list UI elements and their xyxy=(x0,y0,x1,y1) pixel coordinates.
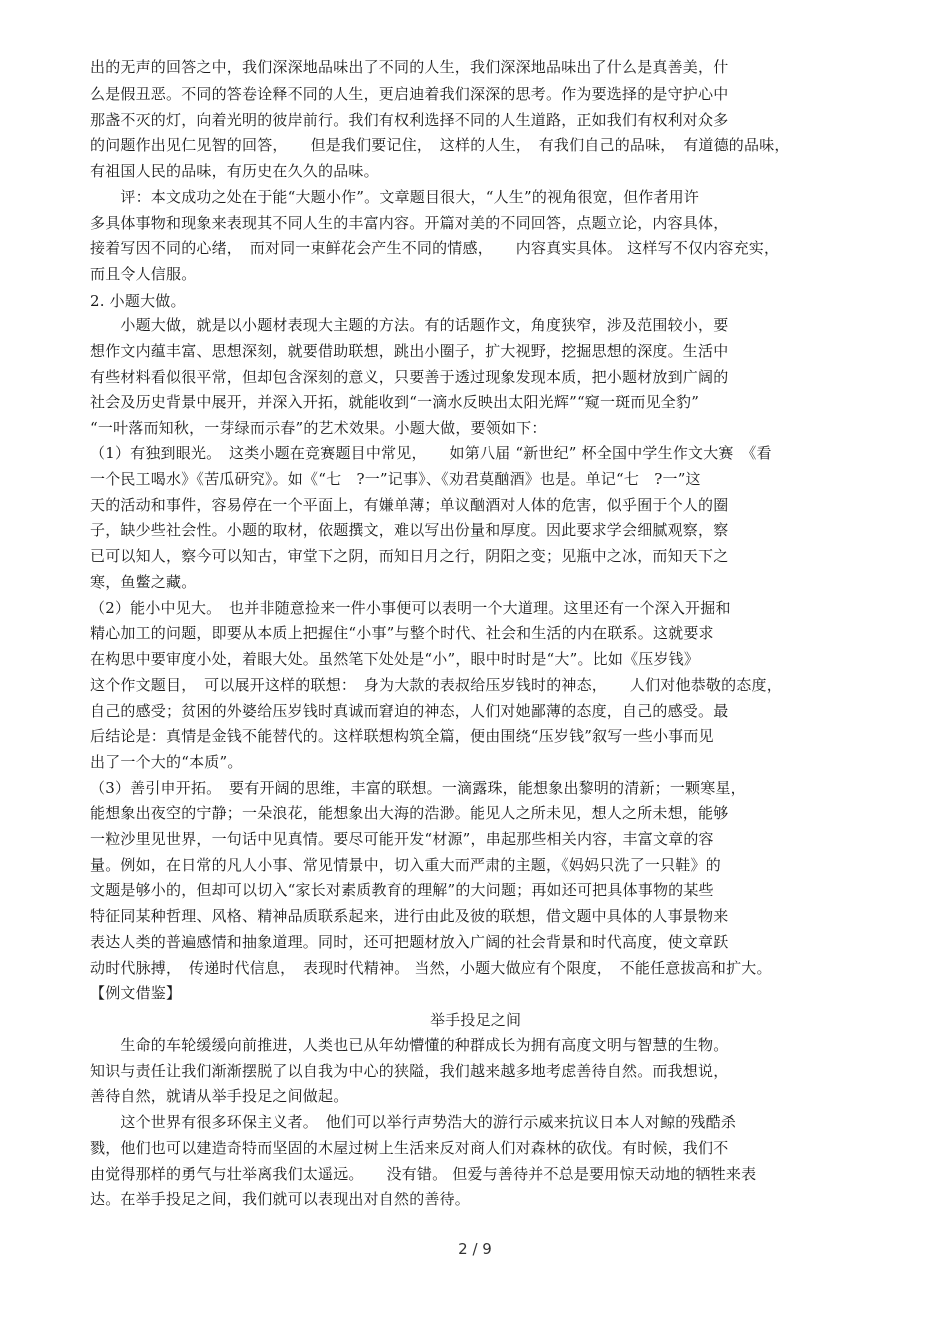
text-line: 由觉得那样的勇气与壮举离我们太遥远。 没有错。 但爱与善待并不总是要用惊天动地的牺牲来表 xyxy=(90,1165,757,1183)
text-line: 有些材料看似很平常，但却包含深刻的意义，只要善于透过现象发现本质，把小题材放到广阔的 xyxy=(90,368,729,386)
text-line: 有祖国人民的品味，有历史在久久的品味。 xyxy=(90,162,379,180)
text-line: 寒，鱼鳖之藏。 xyxy=(90,573,197,591)
text-line: 小题大做，就是以小题材表现大主题的方法。有的话题作文，角度狭窄，涉及范围较小，要 xyxy=(90,316,729,334)
section-heading: 2. 小题大做。 xyxy=(90,292,186,310)
text-line: 这个世界有很多环保主义者。 他们可以举行声势浩大的游行示威来抗议日本人对鲸的残酷杀 xyxy=(90,1113,737,1131)
text-line: “一叶落而知秋，一芽绿而示春”的艺术效果。小题大做，要领如下： xyxy=(90,419,547,437)
text-line: 一粒沙里见世界，一句话中见真情。要尽可能开发“材源”，串起那些相关内容，丰富文章的容 xyxy=(90,830,714,848)
text-line: 量。例如，在日常的凡人小事、常见情景中，切入重大而严肃的主题，《妈妈只洗了一只鞋》的 xyxy=(90,856,721,874)
text-line: 特征同某种哲理、风格、精神品质联系起来，进行由此及彼的联想，借文题中具体的人事景物来 xyxy=(90,907,729,925)
text-line: 多具体事物和现象来表现其不同人生的丰富内容。开篇对美的不同回答，点题立论，内容具体， xyxy=(90,214,729,232)
text-line: 想作文内蕴丰富、思想深刻，就要借助联想，跳出小圈子，扩大视野，挖掘思想的深度。生活中 xyxy=(90,342,729,360)
text-line: 出的无声的回答之中，我们深深地品味出了不同的人生，我们深深地品味出了什么是真善美，什 xyxy=(90,58,729,76)
text-line: 戮，他们也可以建造奇特而坚固的木屋过树上生活来反对商人们对森林的砍伐。有时候，我们不 xyxy=(90,1139,729,1157)
page-number: 2 / 9 xyxy=(458,1240,492,1258)
text-line: 社会及历史背景中展开，并深入开拓，就能收到“一滴水反映出太阳光辉”“窥一斑而见全豹” xyxy=(90,393,700,411)
text-line: 出了一个大的“本质”。 xyxy=(90,753,243,771)
text-line: 能想象出夜空的宁静；一朵浪花，能想象出大海的浩渺。能见人之所未见，想人之所未想，能够 xyxy=(90,804,729,822)
text-line: 而且令人信服。 xyxy=(90,265,197,283)
text-line: 文题是够小的，但却可以切入“家长对素质教育的理解”的大问题；再如还可把具体事物的某些 xyxy=(90,881,714,899)
text-line: 的问题作出见仁见智的回答， 但是我们要记住， 这样的人生， 有我们自己的品味， 有道德的品味， xyxy=(90,136,790,154)
text-line: 表达人类的普遍感情和抽象道理。同时，还可把题材放入广阔的社会背景和时代高度，使文章跃 xyxy=(90,933,729,951)
text-line: 子，缺少些社会性。小题的取材，依题撰文，难以写出份量和厚度。因此要求学会细腻观察，察 xyxy=(90,521,729,539)
text-line: 动时代脉搏， 传递时代信息， 表现时代精神。 当然，小题大做应有个限度， 不能任意拔高和扩大。 xyxy=(90,959,772,977)
text-line: （2）能小中见大。 也并非随意捡来一件小事便可以表明一个大道理。这里还有一个深入开掘和 xyxy=(90,599,731,617)
text-line: 么是假丑恶。不同的答卷诠释不同的人生，更启迪着我们深深的思考。作为要选择的是守护心中 xyxy=(90,85,729,103)
text-line: 已可以知人，察今可以知古，审堂下之阴，而知日月之行，阴阳之变；见瓶中之冰，而知天下之 xyxy=(90,547,729,565)
text-line: 评：本文成功之处在于能“大题小作”。文章题目很大，“人生”的视角很宽，但作者用许 xyxy=(90,188,700,206)
text-line: （1）有独到眼光。 这类小题在竞赛题目中常见， 如第八届 “新世纪” 杯全国中学生作文大赛 《看 xyxy=(90,444,772,462)
text-line: （3）善引申开拓。 要有开阔的思维，丰富的联想。一滴露珠，能想象出黎明的清新；一颗寒星， xyxy=(90,779,746,797)
example-heading: 【例文借鉴】 xyxy=(90,984,182,1002)
text-line: 精心加工的问题，即要从本质上把握住“小事”与整个时代、社会和生活的内在联系。这就要求 xyxy=(90,624,714,642)
text-line: 后结论是：真情是金钱不能替代的。这样联想构筑全篇，便由围绕“压岁钱”叙写一些小事而见 xyxy=(90,727,714,745)
text-line: 这个作文题目， 可以展开这样的联想： 身为大款的表叔给压岁钱时的神态， 人们对他恭敬的态度， xyxy=(90,676,782,694)
text-line: 善待自然，就请从举手投足之间做起。 xyxy=(90,1087,349,1105)
text-line: 达。在举手投足之间，我们就可以表现出对自然的善待。 xyxy=(90,1190,471,1208)
text-line: 在构思中要审度小处，着眼大处。虽然笔下处处是“小”，眼中时时是“大”。比如《压岁钱》 xyxy=(90,650,700,668)
essay-title: 举手投足之间 xyxy=(430,1011,522,1029)
text-line: 知识与责任让我们渐渐摆脱了以自我为中心的狭隘，我们越来越多地考虑善待自然。而我想说， xyxy=(90,1062,729,1080)
text-line: 一个民工喝水》《苦瓜研究》。如《“七 ?一”记事》、《劝君莫酗酒》也是。单记“七 ?一”这 xyxy=(90,470,701,488)
text-line: 接着写因不同的心绪， 而对同一束鲜花会产生不同的情感， 内容真实具体。 这样写不仅内容充实， xyxy=(90,239,780,257)
text-line: 那盏不灭的灯，向着光明的彼岸前行。我们有权利选择不同的人生道路，正如我们有权利对众多 xyxy=(90,111,729,129)
text-line: 天的活动和事件，容易停在一个平面上，有嫌单薄；单议酗酒对人体的危害，似乎囿于个人的圈 xyxy=(90,496,729,514)
text-line: 自己的感受；贫困的外婆给压岁钱时真诚而窘迫的神态，人们对她鄙薄的态度，自己的感受。最 xyxy=(90,702,729,720)
text-line: 生命的车轮缓缓向前推进，人类也已从年幼懵懂的种群成长为拥有高度文明与智慧的生物。 xyxy=(90,1036,729,1054)
